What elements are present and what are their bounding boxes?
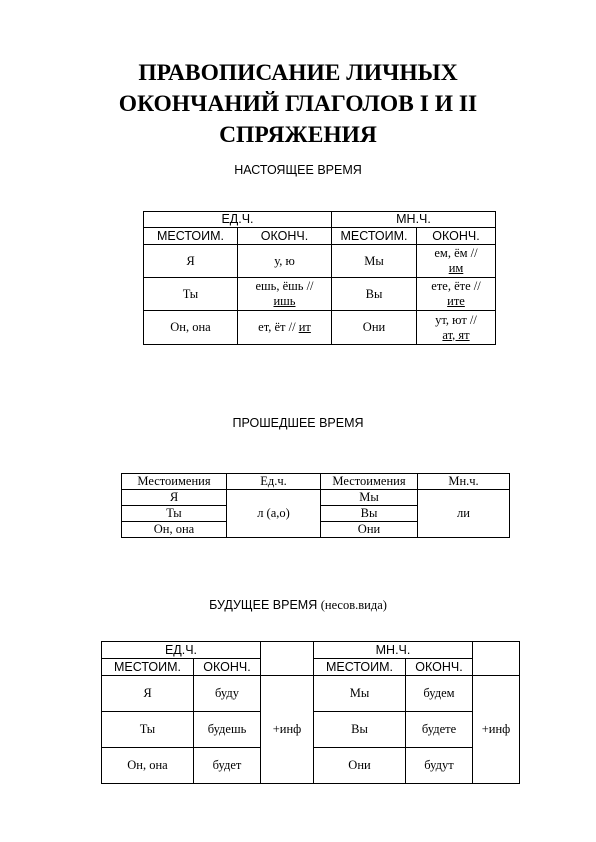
ending-cell bbox=[238, 311, 332, 345]
present-tense-table bbox=[143, 211, 496, 345]
pronoun-cell: Я bbox=[144, 245, 238, 278]
ending-text: ет, ёт // bbox=[258, 320, 299, 334]
title-line-3: СПРЯЖЕНИЯ bbox=[219, 122, 377, 148]
ending-text: ешь, ёшь // bbox=[255, 279, 314, 293]
ending-text-underlined: ит bbox=[298, 320, 311, 334]
past-tense-table bbox=[121, 473, 510, 538]
past-tense-heading: ПРОШЕДШЕЕ ВРЕМЯ bbox=[232, 416, 364, 430]
ending-text-underlined: ишь bbox=[273, 294, 296, 308]
future-heading-note: (несов.вида) bbox=[320, 598, 387, 612]
column-header-singular: Ед.ч. bbox=[227, 474, 321, 490]
ending-cell bbox=[417, 245, 496, 278]
column-header-ending: ОКОНЧ. bbox=[194, 659, 261, 676]
group-plural-header: МН.Ч. bbox=[314, 642, 473, 659]
ending-text-underlined: им bbox=[448, 261, 464, 275]
table-row bbox=[144, 311, 496, 345]
ending-cell: будет bbox=[194, 748, 261, 784]
column-header-ending: ОКОНЧ. bbox=[238, 228, 332, 245]
pronoun-cell: Вы bbox=[321, 506, 418, 522]
page-title bbox=[0, 58, 596, 151]
table-row bbox=[144, 228, 496, 245]
future-heading-text: БУДУЩЕЕ ВРЕМЯ bbox=[209, 598, 318, 612]
column-header-pronoun: МЕСТОИМ. bbox=[314, 659, 406, 676]
group-plural-header: МН.Ч. bbox=[332, 212, 496, 228]
pronoun-cell: Он, она bbox=[102, 748, 194, 784]
pronoun-cell: Ты bbox=[102, 712, 194, 748]
pronoun-cell: Он, она bbox=[122, 522, 227, 538]
column-header-pronoun: Местоимения bbox=[122, 474, 227, 490]
future-tense-table bbox=[101, 641, 520, 784]
infinitive-cell: +инф bbox=[261, 676, 314, 784]
table-row bbox=[102, 642, 520, 659]
column-header-ending: ОКОНЧ. bbox=[406, 659, 473, 676]
table-row bbox=[144, 212, 496, 228]
ending-text-underlined: ат, ят bbox=[442, 327, 470, 342]
table-row bbox=[144, 278, 496, 311]
ending-text: ете, ёте // bbox=[431, 279, 481, 293]
empty-cell bbox=[473, 642, 520, 676]
pronoun-cell: Они bbox=[321, 522, 418, 538]
group-singular-header: ЕД.Ч. bbox=[144, 212, 332, 228]
present-tense-heading: НАСТОЯЩЕЕ ВРЕМЯ bbox=[234, 163, 362, 177]
pronoun-cell: Вы bbox=[332, 278, 417, 311]
ending-cell: будешь bbox=[194, 712, 261, 748]
pronoun-cell: Я bbox=[122, 490, 227, 506]
ending-text-underlined: ите bbox=[447, 294, 465, 308]
table-row bbox=[122, 490, 510, 506]
ending-cell: л (а,о) bbox=[227, 490, 321, 538]
ending-cell: буду bbox=[194, 676, 261, 712]
ending-cell bbox=[238, 278, 332, 311]
pronoun-cell: Они bbox=[332, 311, 417, 345]
pronoun-cell: Вы bbox=[314, 712, 406, 748]
pronoun-cell: Я bbox=[102, 676, 194, 712]
pronoun-cell: Мы bbox=[314, 676, 406, 712]
column-header-pronoun: МЕСТОИМ. bbox=[332, 228, 417, 245]
infinitive-cell: +инф bbox=[473, 676, 520, 784]
pronoun-cell: Мы bbox=[321, 490, 418, 506]
table-row bbox=[102, 676, 520, 712]
ending-cell bbox=[417, 278, 496, 311]
column-header-pronoun: Местоимения bbox=[321, 474, 418, 490]
ending-cell: будут bbox=[406, 748, 473, 784]
pronoun-cell: Ты bbox=[122, 506, 227, 522]
ending-cell bbox=[417, 311, 496, 345]
pronoun-cell: Он, она bbox=[144, 311, 238, 345]
group-singular-header: ЕД.Ч. bbox=[102, 642, 261, 659]
ending-text: ут, ют // bbox=[435, 312, 477, 327]
future-tense-heading bbox=[0, 598, 596, 613]
ending-cell: будем bbox=[406, 676, 473, 712]
table-row bbox=[122, 474, 510, 490]
ending-cell: будете bbox=[406, 712, 473, 748]
column-header-ending: ОКОНЧ. bbox=[417, 228, 496, 245]
title-line-1: ПРАВОПИСАНИЕ ЛИЧНЫХ bbox=[138, 60, 458, 86]
column-header-pronoun: МЕСТОИМ. bbox=[144, 228, 238, 245]
column-header-pronoun: МЕСТОИМ. bbox=[102, 659, 194, 676]
pronoun-cell: Ты bbox=[144, 278, 238, 311]
pronoun-cell: Они bbox=[314, 748, 406, 784]
column-header-plural: Мн.ч. bbox=[418, 474, 510, 490]
ending-cell: ли bbox=[418, 490, 510, 538]
title-line-2: ОКОНЧАНИЙ ГЛАГОЛОВ I И II bbox=[118, 91, 478, 117]
table-row bbox=[144, 245, 496, 278]
ending-text: ем, ём // bbox=[434, 246, 478, 260]
pronoun-cell: Мы bbox=[332, 245, 417, 278]
ending-cell: у, ю bbox=[238, 245, 332, 278]
empty-cell bbox=[261, 642, 314, 676]
